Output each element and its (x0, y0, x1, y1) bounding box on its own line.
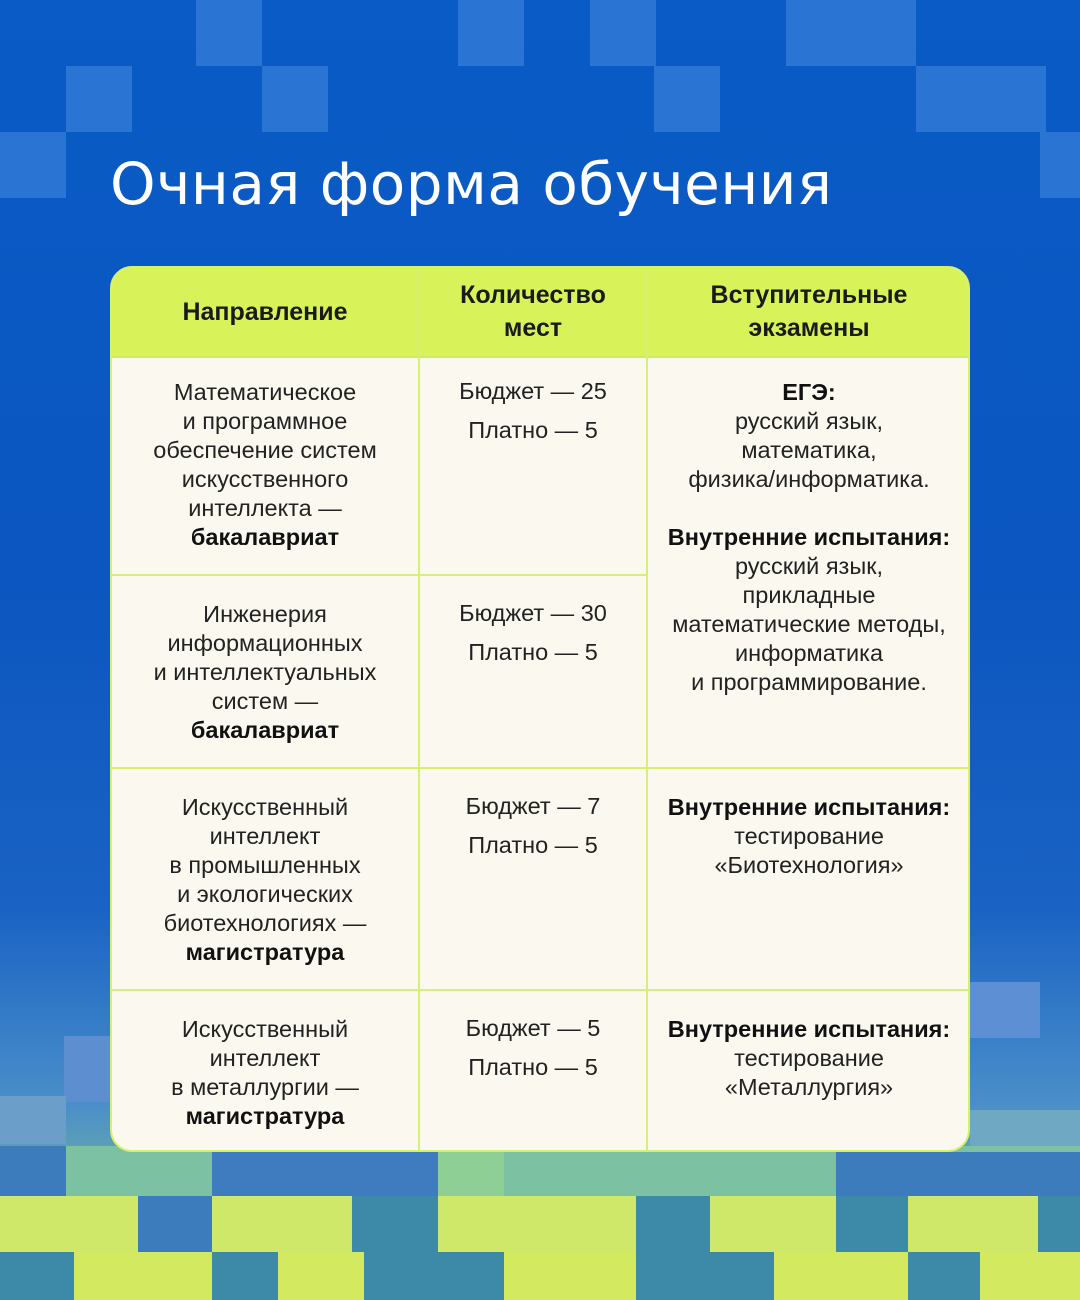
exam-line: «Биотехнология» (714, 852, 904, 878)
direction-line: и экологических (177, 881, 353, 907)
direction-line: в промышленных (169, 852, 361, 878)
header-direction: Направление (182, 297, 348, 326)
direction-line: Инженерия (203, 601, 327, 627)
budget-seats: Бюджет — 5 (465, 1015, 601, 1041)
direction-line: искусственного (181, 466, 349, 492)
table-row-1-seats (420, 372, 646, 450)
direction-line: Математическое (173, 379, 357, 405)
exam-line: тестирование (734, 1045, 884, 1071)
budget-seats: Бюджет — 7 (465, 793, 601, 819)
direction-line: в металлургии — (171, 1074, 359, 1100)
exam-line: русский язык, (734, 553, 884, 579)
direction-line: биотехнологиях — (163, 910, 367, 936)
degree-label: бакалавриат (190, 524, 340, 550)
direction-line: систем — (211, 688, 319, 714)
table-row-4-seats (420, 1009, 646, 1087)
exams-bio (648, 793, 970, 880)
table-row-3-seats (420, 787, 646, 865)
table-row-2-direction (112, 600, 418, 745)
row-divider (112, 767, 968, 769)
exam-line: русский язык, (734, 408, 884, 434)
paid-seats: Платно — 5 (468, 1054, 598, 1080)
direction-line: интеллект (209, 823, 321, 849)
internal-exams-heading: Внутренние испытания: (667, 794, 951, 820)
page-title: Очная форма обучения (110, 150, 833, 218)
degree-label: магистратура (185, 1103, 345, 1129)
direction-line: Искусственный (181, 1016, 349, 1042)
table-row-2-seats (420, 594, 646, 672)
internal-exams-heading: Внутренние испытания: (667, 1016, 951, 1042)
direction-line: и интеллектуальных (153, 659, 377, 685)
table-row-1-direction (112, 378, 418, 552)
row-divider (112, 989, 968, 991)
admissions-table (110, 266, 970, 1152)
internal-exams-heading: Внутренние испытания: (667, 524, 951, 550)
header-exams: Вступительные экзамены (710, 281, 908, 342)
exam-line: и программирование. (691, 669, 927, 695)
table-row-4-direction (112, 1015, 418, 1131)
exam-line: физика/информатика. (688, 466, 930, 492)
exams-metal (648, 1015, 970, 1102)
table-row-3-direction (112, 793, 418, 967)
exam-line: математические методы, (672, 611, 946, 637)
header-seats: Количество мест (460, 281, 606, 342)
paid-seats: Платно — 5 (468, 832, 598, 858)
direction-line: интеллект (209, 1045, 321, 1071)
direction-line: информационных (167, 630, 363, 656)
exam-line: математика, (741, 437, 877, 463)
direction-line: и программное (182, 408, 348, 434)
degree-label: магистратура (185, 939, 345, 965)
direction-line: Искусственный (181, 794, 349, 820)
direction-line: интеллекта — (188, 495, 342, 521)
paid-seats: Платно — 5 (468, 639, 598, 665)
row-divider (112, 574, 648, 576)
paid-seats: Платно — 5 (468, 417, 598, 443)
ege-heading: ЕГЭ: (782, 379, 836, 405)
direction-line: обеспечение систем (153, 437, 377, 463)
exam-line: прикладные (742, 582, 876, 608)
exams-bachelor (648, 378, 970, 697)
exam-line: информатика (734, 640, 884, 666)
budget-seats: Бюджет — 25 (459, 378, 607, 404)
exam-line: тестирование (734, 823, 884, 849)
budget-seats: Бюджет — 30 (459, 600, 607, 626)
table-header (112, 268, 968, 358)
degree-label: бакалавриат (190, 717, 340, 743)
exam-line: «Металлургия» (724, 1074, 894, 1100)
